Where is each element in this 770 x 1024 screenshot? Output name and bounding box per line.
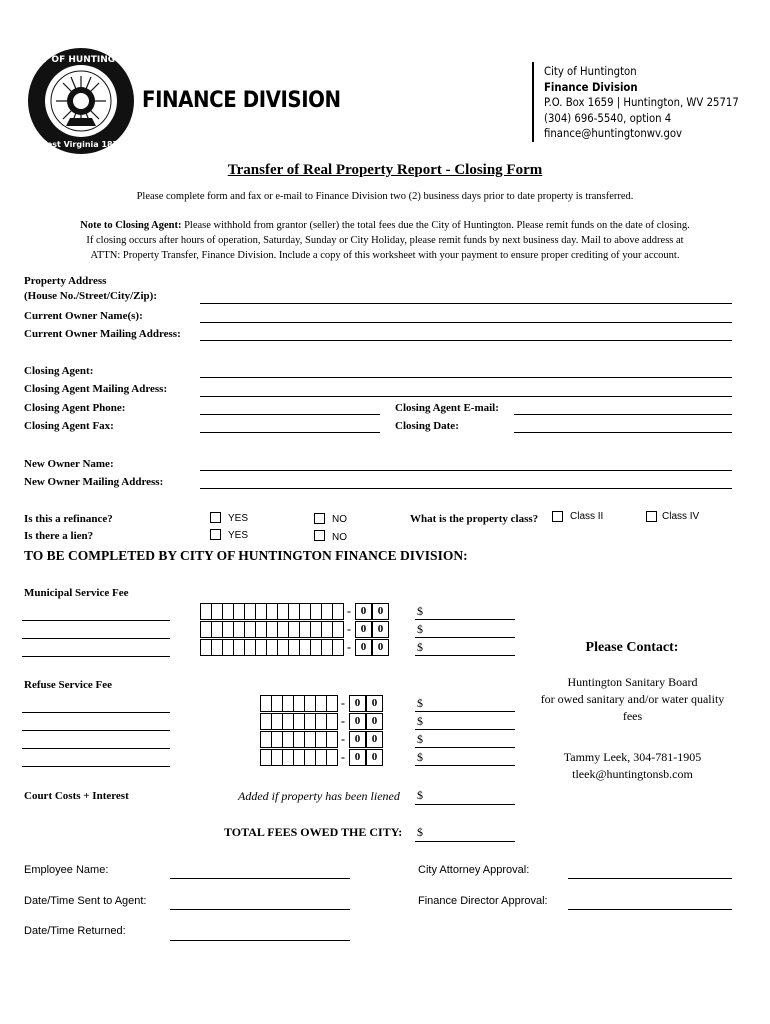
municipal-fee-line-1[interactable] — [22, 620, 170, 621]
municipal-fee-label: Municipal Service Fee — [24, 587, 129, 599]
sanitary-board-purpose-cont: fees — [622, 709, 643, 723]
current-owner-input[interactable] — [200, 322, 732, 323]
total-fees-label: TOTAL FEES OWED THE CITY: — [224, 825, 403, 839]
form-title: Transfer of Real Property Report - Closing Form — [227, 162, 543, 178]
director-approval-input[interactable] — [568, 909, 732, 910]
employee-name-input[interactable] — [170, 878, 350, 879]
refinance-yes-checkbox[interactable] — [210, 512, 221, 523]
refuse-fee-amount-input[interactable] — [415, 765, 515, 766]
municipal-fee-amount-input[interactable] — [415, 655, 515, 656]
property-class-label: What is the property class? — [410, 513, 539, 525]
current-owner-label: Current Owner Name(s): — [24, 310, 143, 322]
refuse-fee-cents-digit[interactable]: 0 — [366, 731, 383, 748]
sanitary-board-purpose: for owed sanitary and/or water quality — [540, 692, 725, 706]
note-line-1: Please withhold from grantor (seller) the total fees due the City of Huntington. Please remit funds on the date of closing. — [181, 220, 690, 231]
employee-name-label: Employee Name: — [24, 864, 109, 876]
please-contact-title: Please Contact: — [585, 640, 679, 655]
municipal-fee-line-3[interactable] — [22, 656, 170, 657]
municipal-fee-dollar: $ — [417, 622, 423, 636]
municipal-fee-amount-input[interactable] — [415, 637, 515, 638]
new-owner-mailing-label: New Owner Mailing Address: — [24, 476, 164, 488]
refuse-fee-dollar: $ — [417, 714, 423, 728]
attorney-approval-input[interactable] — [568, 878, 732, 879]
refinance-label: Is this a refinance? — [24, 513, 113, 525]
refuse-fee-cell[interactable] — [326, 695, 338, 712]
lien-no-checkbox[interactable] — [314, 530, 325, 541]
property-address-label — [24, 274, 157, 304]
municipal-fee-amount-input[interactable] — [415, 619, 515, 620]
municipal-fee-cell[interactable] — [332, 639, 344, 656]
refuse-fee-dollar: $ — [417, 732, 423, 746]
municipal-fee-cents-digit[interactable]: 0 — [355, 621, 372, 638]
refuse-fee-cents-digit[interactable]: 0 — [366, 713, 383, 730]
municipal-fee-cents-digit[interactable]: 0 — [372, 621, 389, 638]
current-owner-mailing-input[interactable] — [200, 340, 732, 341]
refuse-fee-line-3[interactable] — [22, 748, 170, 749]
class-iv-label: Class IV — [662, 511, 700, 522]
new-owner-label: New Owner Name: — [24, 458, 114, 470]
municipal-fee-dollar: $ — [417, 640, 423, 654]
contact-phone: (304) 696-5540, option 4 — [544, 110, 672, 125]
contact-block — [544, 64, 739, 142]
attorney-approval-label: City Attorney Approval: — [418, 864, 530, 876]
refuse-fee-line-4[interactable] — [22, 766, 170, 767]
header-divider — [532, 62, 534, 142]
refuse-fee-cents-digit[interactable]: 0 — [349, 695, 366, 712]
refuse-fee-cents-digit[interactable]: 0 — [366, 749, 383, 766]
note-line-3: ATTN: Property Transfer, Finance Division. Include a copy of this worksheet with your payment to ensure proper crediting of your account. — [90, 250, 680, 261]
contact-org: City of Huntington — [544, 64, 637, 78]
new-owner-input[interactable] — [200, 470, 732, 471]
municipal-fee-dash: - — [347, 604, 351, 618]
refuse-fee-cents-digit[interactable]: 0 — [349, 713, 366, 730]
closing-agent-note — [0, 218, 770, 263]
svg-text:West Virginia 1871: West Virginia 1871 — [38, 140, 124, 149]
property-address-input[interactable] — [200, 303, 732, 304]
refuse-fee-cents-digit[interactable]: 0 — [349, 749, 366, 766]
refuse-fee-dash: - — [341, 732, 345, 746]
court-costs-input[interactable] — [415, 804, 515, 805]
refuse-fee-cell[interactable] — [326, 731, 338, 748]
municipal-fee-dollar: $ — [417, 604, 423, 618]
refuse-fee-label: Refuse Service Fee — [24, 679, 112, 691]
court-costs-label: Court Costs + Interest — [24, 790, 129, 802]
current-owner-mailing-label: Current Owner Mailing Address: — [24, 328, 181, 340]
closing-agent-mailing-label: Closing Agent Mailing Adress: — [24, 383, 168, 395]
refuse-fee-dash: - — [341, 714, 345, 728]
refuse-fee-cell[interactable] — [326, 713, 338, 730]
finance-division-wordmark: FINANCE DIVISION — [142, 88, 341, 113]
closing-date-label: Closing Date: — [395, 420, 459, 432]
new-owner-mailing-input[interactable] — [200, 488, 732, 489]
refinance-yes-label: YES — [228, 513, 249, 524]
class-iv-checkbox[interactable] — [646, 511, 657, 522]
city-section-heading: TO BE COMPLETED BY CITY OF HUNTINGTON FINANCE DIVISION: — [24, 548, 468, 563]
note-label: Note to Closing Agent: — [80, 220, 182, 231]
refuse-fee-cell[interactable] — [326, 749, 338, 766]
lien-yes-checkbox[interactable] — [210, 529, 221, 540]
refuse-fee-dollar: $ — [417, 696, 423, 710]
contact-email[interactable]: finance@huntingtonwv.gov — [544, 126, 683, 140]
municipal-fee-cents-digit[interactable]: 0 — [355, 603, 372, 620]
contact-address: P.O. Box 1659 | Huntington, WV 25717 — [544, 95, 739, 109]
closing-agent-email-input[interactable] — [514, 414, 732, 415]
refuse-fee-line-1[interactable] — [22, 712, 170, 713]
refuse-fee-dollar: $ — [417, 750, 423, 764]
municipal-fee-cents-digit[interactable]: 0 — [372, 603, 389, 620]
director-approval-label: Finance Director Approval: — [418, 895, 548, 907]
svg-text:CITY OF HUNTINGTON: CITY OF HUNTINGTON — [26, 55, 136, 65]
refuse-fee-amount-input[interactable] — [415, 747, 515, 748]
refuse-fee-cents-digit[interactable]: 0 — [349, 731, 366, 748]
total-fees-input[interactable] — [415, 841, 515, 842]
municipal-fee-dash: - — [347, 640, 351, 654]
sanitary-board-info — [520, 674, 745, 783]
court-costs-dollar: $ — [417, 788, 423, 802]
closing-agent-fax-label: Closing Agent Fax: — [24, 420, 114, 432]
refinance-no-label: NO — [332, 514, 347, 525]
sanitary-board-name: Huntington Sanitary Board — [567, 675, 698, 689]
closing-agent-fax-input[interactable] — [200, 432, 380, 433]
lien-yes-label: YES — [228, 530, 249, 541]
date-sent-label: Date/Time Sent to Agent: — [24, 895, 147, 907]
closing-agent-label: Closing Agent: — [24, 365, 94, 377]
refuse-fee-cents-digit[interactable]: 0 — [366, 695, 383, 712]
sanitary-contact-name: Tammy Leek, 304-781-1905 — [563, 750, 702, 764]
date-returned-label: Date/Time Returned: — [24, 925, 126, 937]
refuse-fee-dash: - — [341, 750, 345, 764]
date-sent-input[interactable] — [170, 909, 350, 910]
closing-agent-phone-label: Closing Agent Phone: — [24, 402, 126, 414]
class-ii-label: Class II — [570, 511, 604, 522]
refuse-fee-amount-input[interactable] — [415, 729, 515, 730]
municipal-fee-cell[interactable] — [332, 621, 344, 638]
municipal-fee-dash: - — [347, 622, 351, 636]
closing-agent-phone-input[interactable] — [200, 414, 380, 415]
city-seal-logo — [26, 46, 136, 156]
refinance-no-checkbox[interactable] — [314, 513, 325, 524]
property-address-label-line1: Property Address — [24, 275, 107, 287]
total-fees-dollar: $ — [417, 825, 423, 839]
contact-division: Finance Division — [544, 79, 638, 94]
closing-date-input[interactable] — [514, 432, 732, 433]
closing-agent-input[interactable] — [200, 377, 732, 378]
lien-no-label: NO — [332, 532, 347, 543]
class-ii-checkbox[interactable] — [552, 511, 563, 522]
intro-text: Please complete form and fax or e-mail to Finance Division two (2) business days prior to date property is transferred. — [136, 191, 634, 202]
refuse-fee-amount-input[interactable] — [415, 711, 515, 712]
closing-agent-email-label: Closing Agent E-mail: — [395, 402, 499, 414]
municipal-fee-cell[interactable] — [332, 603, 344, 620]
note-line-2: If closing occurs after hours of operation, Saturday, Sunday or City Holiday, please remit funds by next business day. Mail to above address at — [86, 235, 684, 246]
municipal-fee-cents-digit[interactable]: 0 — [355, 639, 372, 656]
added-if-liened-note: Added if property has been liened — [238, 789, 400, 803]
refuse-fee-line-2[interactable] — [22, 730, 170, 731]
property-address-label-line2: (House No./Street/City/Zip): — [24, 290, 158, 302]
municipal-fee-line-2[interactable] — [22, 638, 170, 639]
date-returned-input[interactable] — [170, 940, 350, 941]
refuse-fee-dash: - — [341, 696, 345, 710]
municipal-fee-cents-digit[interactable]: 0 — [372, 639, 389, 656]
sanitary-contact-email[interactable]: tleek@huntingtonsb.com — [572, 767, 693, 781]
lien-label: Is there a lien? — [24, 530, 94, 542]
closing-agent-mailing-input[interactable] — [200, 396, 732, 397]
